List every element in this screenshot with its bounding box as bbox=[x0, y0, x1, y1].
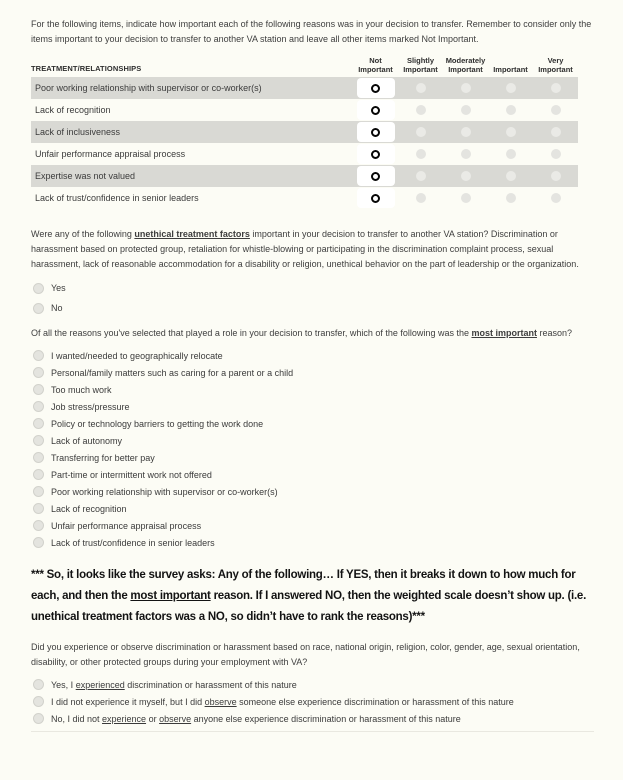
radio-not-important[interactable] bbox=[353, 165, 398, 187]
option-label: No, I did not experience or observe anyone else experience discrimination or harassment of this nature bbox=[51, 713, 461, 724]
option-label: Lack of autonomy bbox=[51, 435, 123, 446]
radio-slightly-important[interactable] bbox=[398, 77, 443, 99]
radio-circle-icon bbox=[506, 83, 516, 93]
radio-slightly-important[interactable] bbox=[398, 99, 443, 121]
radio-important[interactable] bbox=[488, 143, 533, 165]
radio-circle-icon bbox=[461, 149, 471, 159]
table-row bbox=[31, 187, 578, 209]
radio-very-important[interactable] bbox=[533, 143, 578, 165]
option-label: Lack of trust/confidence in senior leaders bbox=[51, 537, 215, 548]
radio-circle-icon bbox=[551, 149, 561, 159]
radio-circle-icon bbox=[461, 127, 471, 137]
screenshot-bottom-edge bbox=[31, 731, 594, 732]
unethical-options bbox=[31, 278, 593, 318]
matrix-header-row bbox=[31, 56, 578, 74]
scale-header-moderately-important: Moderately Important bbox=[445, 56, 486, 74]
radio-option[interactable] bbox=[31, 449, 593, 466]
scale-header-very-important: Very Important bbox=[538, 56, 573, 74]
radio-circle-icon bbox=[416, 105, 426, 115]
radio-circle-icon bbox=[506, 193, 516, 203]
radio-moderately-important[interactable] bbox=[443, 77, 488, 99]
matrix-row-label: Lack of trust/confidence in senior leaders bbox=[35, 193, 199, 203]
radio-option[interactable] bbox=[31, 500, 593, 517]
radio-circle-icon bbox=[33, 537, 44, 548]
scale-header-not-important: Not Important bbox=[358, 56, 393, 74]
radio-option-experienced[interactable] bbox=[31, 676, 593, 693]
option-label: Lack of recognition bbox=[51, 503, 127, 514]
option-label: I did not experience it myself, but I did observe someone else experience discrimination or harassment of this nature bbox=[51, 696, 514, 707]
radio-circle-icon bbox=[416, 127, 426, 137]
matrix-row-label: Lack of inclusiveness bbox=[35, 127, 121, 137]
radio-circle-icon bbox=[33, 283, 44, 294]
scale-header-slightly-important: Slightly Important bbox=[403, 56, 438, 74]
option-label: I wanted/needed to geographically relocate bbox=[51, 350, 223, 361]
intro-paragraph: For the following items, indicate how important each of the following reasons was in your decision to transfer. Remember to consider only the items important to your decision to transfer to another VA station and leave all other items marked Not Important. bbox=[31, 19, 592, 44]
radio-circle-icon bbox=[33, 520, 44, 531]
radio-circle-icon bbox=[506, 127, 516, 137]
option-label: Poor working relationship with supervisor or co-worker(s) bbox=[51, 486, 278, 497]
radio-moderately-important[interactable] bbox=[443, 187, 488, 209]
radio-circle-icon bbox=[33, 350, 44, 361]
radio-circle-icon bbox=[551, 171, 561, 181]
radio-circle-icon bbox=[33, 303, 44, 314]
radio-circle-icon bbox=[416, 83, 426, 93]
option-label: Too much work bbox=[51, 384, 112, 395]
radio-option-neither[interactable] bbox=[31, 710, 593, 727]
radio-very-important[interactable] bbox=[533, 77, 578, 99]
radio-not-important[interactable] bbox=[353, 121, 398, 143]
radio-circle-icon bbox=[461, 193, 471, 203]
radio-very-important[interactable] bbox=[533, 121, 578, 143]
radio-slightly-important[interactable] bbox=[398, 187, 443, 209]
most-important-options bbox=[31, 347, 593, 551]
radio-option[interactable] bbox=[31, 534, 593, 551]
radio-circle-icon bbox=[33, 679, 44, 690]
radio-circle-icon bbox=[416, 193, 426, 203]
selected-radio-icon bbox=[357, 166, 395, 186]
option-label: Job stress/pressure bbox=[51, 401, 130, 412]
radio-important[interactable] bbox=[488, 165, 533, 187]
radio-circle-icon bbox=[461, 83, 471, 93]
question-most-important: Of all the reasons you've selected that played a role in your decision to transfer, which of the following was the most important reason? bbox=[31, 328, 573, 338]
option-label: Part-time or intermittent work not offered bbox=[51, 469, 212, 480]
radio-circle-icon bbox=[506, 171, 516, 181]
matrix-row-label: Unfair performance appraisal process bbox=[35, 149, 186, 159]
table-row bbox=[31, 121, 578, 143]
radio-circle-icon bbox=[461, 171, 471, 181]
radio-circle-icon bbox=[33, 367, 44, 378]
matrix-row-label: Poor working relationship with supervisor or co-worker(s) bbox=[35, 83, 262, 93]
radio-option[interactable] bbox=[31, 432, 593, 449]
radio-circle-icon bbox=[551, 127, 561, 137]
radio-circle-icon bbox=[33, 503, 44, 514]
radio-circle-icon bbox=[33, 401, 44, 412]
radio-circle-icon bbox=[33, 713, 44, 724]
discrimination-options bbox=[31, 676, 593, 727]
radio-circle-icon bbox=[506, 105, 516, 115]
radio-option[interactable] bbox=[31, 517, 593, 534]
option-label: Transferring for better pay bbox=[51, 452, 155, 463]
radio-slightly-important[interactable] bbox=[398, 143, 443, 165]
radio-option[interactable] bbox=[31, 466, 593, 483]
matrix-row-label: Lack of recognition bbox=[35, 105, 111, 115]
radio-important[interactable] bbox=[488, 77, 533, 99]
option-label: Personal/family matters such as caring for a parent or a child bbox=[51, 367, 294, 378]
radio-important[interactable] bbox=[488, 187, 533, 209]
radio-not-important[interactable] bbox=[353, 99, 398, 121]
radio-option-no[interactable] bbox=[31, 298, 593, 318]
importance-matrix bbox=[31, 56, 578, 209]
scale-header-important: Important bbox=[493, 65, 528, 74]
option-label: Yes, I experienced discrimination or harassment of this nature bbox=[51, 679, 297, 690]
radio-circle-icon bbox=[33, 384, 44, 395]
radio-circle-icon bbox=[33, 418, 44, 429]
radio-option[interactable] bbox=[31, 398, 593, 415]
radio-option[interactable] bbox=[31, 381, 593, 398]
radio-circle-icon bbox=[33, 452, 44, 463]
selected-radio-icon bbox=[357, 100, 395, 120]
table-row bbox=[31, 143, 578, 165]
radio-circle-icon bbox=[416, 149, 426, 159]
radio-very-important[interactable] bbox=[533, 165, 578, 187]
table-row bbox=[31, 77, 578, 99]
radio-option[interactable] bbox=[31, 483, 593, 500]
radio-circle-icon bbox=[551, 105, 561, 115]
selected-radio-icon bbox=[357, 188, 395, 208]
table-row bbox=[31, 99, 578, 121]
radio-option[interactable] bbox=[31, 347, 593, 364]
option-label: No bbox=[51, 303, 63, 313]
radio-circle-icon bbox=[551, 83, 561, 93]
question-discrimination: Did you experience or observe discrimination or harassment based on race, national origin, religion, color, gender, age, sexual orientation, disability, or other protected groups during your employment with VA? bbox=[31, 642, 580, 667]
radio-moderately-important[interactable] bbox=[443, 143, 488, 165]
radio-option[interactable] bbox=[31, 364, 593, 381]
radio-circle-icon bbox=[33, 486, 44, 497]
radio-option-observed[interactable] bbox=[31, 693, 593, 710]
radio-circle-icon bbox=[551, 193, 561, 203]
radio-very-important[interactable] bbox=[533, 187, 578, 209]
selected-radio-icon bbox=[357, 78, 395, 98]
question-unethical-factors: Were any of the following unethical treatment factors important in your decision to transfer to another VA station? Discrimination or harassment based on protected group, retaliation for whistle-blowing or participating in the discrimination complaint process, sexual harassment, lack of reasonable accommodation for a disability or religion, unethical behavior on the part of leadership or the organization. bbox=[31, 229, 579, 269]
radio-circle-icon bbox=[33, 469, 44, 480]
radio-slightly-important[interactable] bbox=[398, 121, 443, 143]
radio-option-yes[interactable] bbox=[31, 278, 593, 298]
selected-radio-icon bbox=[357, 122, 395, 142]
radio-moderately-important[interactable] bbox=[443, 99, 488, 121]
radio-slightly-important[interactable] bbox=[398, 165, 443, 187]
table-row bbox=[31, 165, 578, 187]
radio-circle-icon bbox=[416, 171, 426, 181]
radio-moderately-important[interactable] bbox=[443, 165, 488, 187]
radio-not-important[interactable] bbox=[353, 187, 398, 209]
radio-circle-icon bbox=[33, 696, 44, 707]
radio-very-important[interactable] bbox=[533, 99, 578, 121]
radio-circle-icon bbox=[506, 149, 516, 159]
option-label: Unfair performance appraisal process bbox=[51, 520, 202, 531]
option-label: Yes bbox=[51, 283, 66, 293]
radio-not-important[interactable] bbox=[353, 77, 398, 99]
radio-important[interactable] bbox=[488, 121, 533, 143]
radio-not-important[interactable] bbox=[353, 143, 398, 165]
selected-radio-icon bbox=[357, 144, 395, 164]
radio-circle-icon bbox=[461, 105, 471, 115]
radio-circle-icon bbox=[33, 435, 44, 446]
radio-option[interactable] bbox=[31, 415, 593, 432]
radio-important[interactable] bbox=[488, 99, 533, 121]
option-label: Policy or technology barriers to getting the work done bbox=[51, 418, 264, 429]
matrix-row-label: Expertise was not valued bbox=[35, 171, 136, 181]
matrix-category-header: TREATMENT/RELATIONSHIPS bbox=[31, 64, 142, 73]
reviewer-note: *** So, it looks like the survey asks: Any of the following… If YES, then it breaks it down to how much for each, and then the most important reason. If I answered NO, then the weighted scale doesn’t show up. (i.e. unethical treatment factors was a NO, so didn’t have to rank the reasons)*** bbox=[31, 569, 587, 623]
radio-moderately-important[interactable] bbox=[443, 121, 488, 143]
